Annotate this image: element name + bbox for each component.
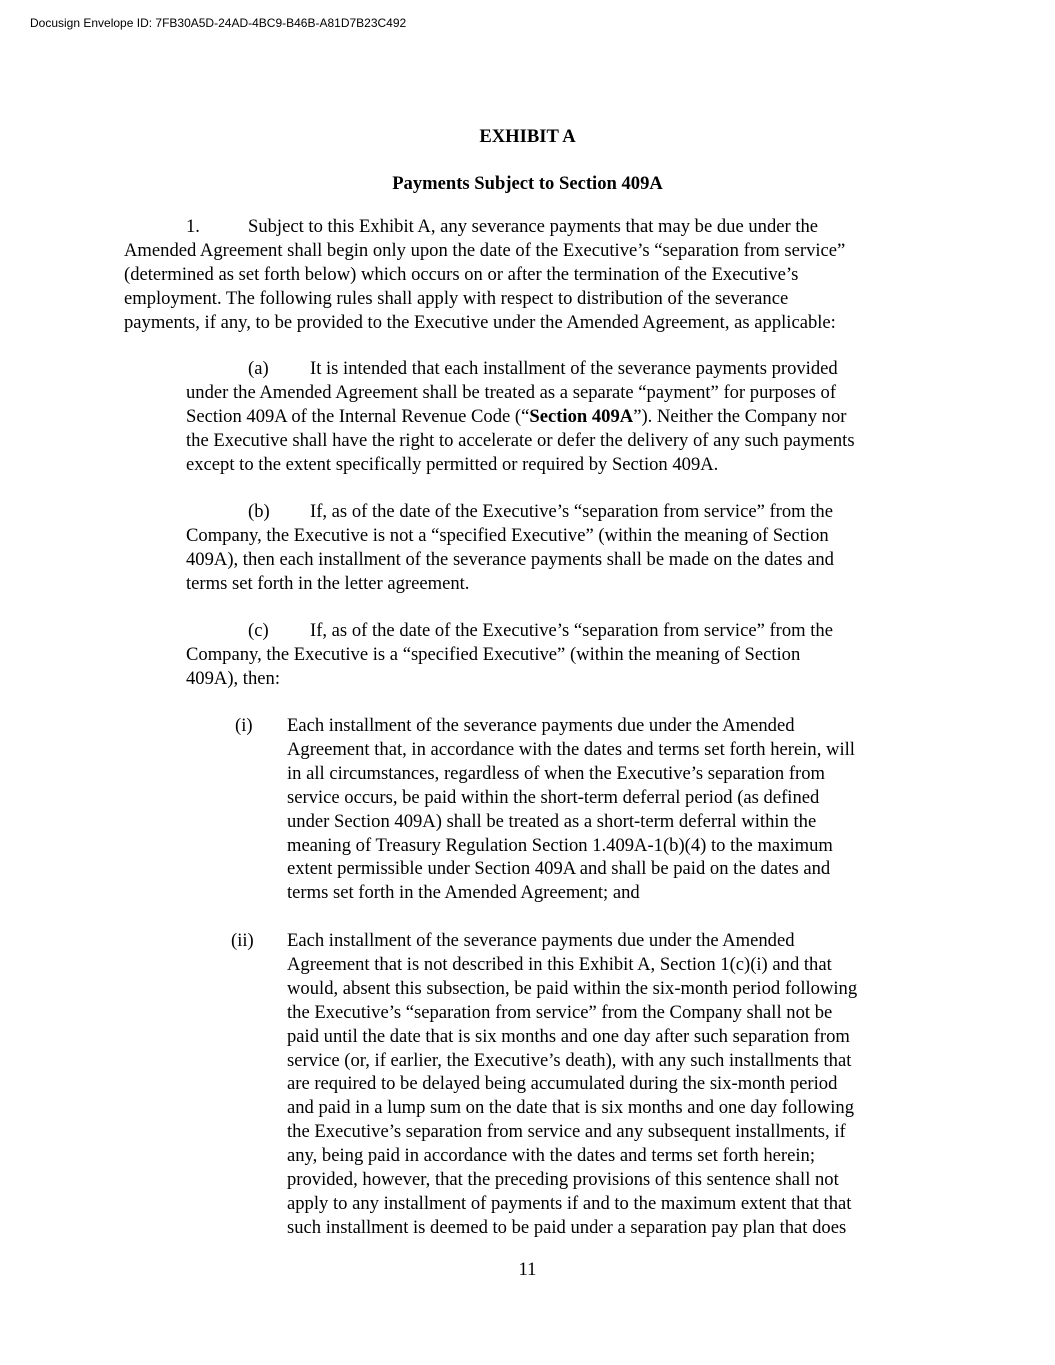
item-c-i-line-1: Each installment of the severance payments due under the Amended	[287, 715, 795, 736]
item-a	[186, 357, 855, 477]
item-c-line-2: Company, the Executive is a “specified Executive” (within the meaning of Section	[186, 643, 801, 665]
item-c-marker: (c)	[248, 620, 269, 641]
item-a-line-1: (a) It is intended that each installment of the severance payments provided	[248, 358, 838, 379]
item-b-line-4: terms set forth in the letter agreement.	[186, 572, 470, 594]
section-1-line-5: payments, if any, to be provided to the Executive under the Amended Agreement, as applicable:	[124, 311, 836, 333]
item-c-ii-line-2: Agreement that is not described in this Exhibit A, Section 1(c)(i) and that	[287, 953, 832, 975]
exhibit-subtitle: Payments Subject to Section 409A	[392, 173, 663, 194]
section-1-line-4: employment. The following rules shall apply with respect to distribution of the severance	[124, 287, 789, 309]
item-a-line-4: the Executive shall have the right to accelerate or defer the delivery of any such payments	[186, 429, 855, 451]
item-c-i-line-2: Agreement that, in accordance with the dates and terms set forth herein, will	[287, 738, 855, 760]
item-c-ii-line-8: and paid in a lump sum on the date that is six months and one day following	[287, 1097, 855, 1119]
item-a-line-2: under the Amended Agreement shall be treated as a separate “payment” for purposes of	[186, 381, 837, 403]
item-a-line-3: Section 409A of the Internal Revenue Code (“Section 409A”). Neither the Company nor	[186, 405, 847, 427]
item-c-ii-line-13: such installment is deemed to be paid under a separation pay plan that does	[287, 1216, 847, 1238]
item-c-ii-line-3: would, absent this subsection, be paid within the six-month period following	[287, 977, 858, 999]
item-c-i	[287, 714, 855, 905]
item-c-ii-line-1: Each installment of the severance payments due under the Amended	[287, 930, 795, 951]
item-c-i-line-8: terms set forth in the Amended Agreement; and	[287, 882, 640, 904]
section-1-number: 1.	[186, 216, 200, 237]
item-b-line-2: Company, the Executive is not a “specified Executive” (within the meaning of Section	[186, 524, 829, 546]
item-b-marker: (b)	[248, 501, 270, 522]
item-c-ii-line-9: the Executive’s separation from service and any subsequent installments, if	[287, 1121, 846, 1143]
item-c-ii-line-10: any, being paid in accordance with the dates and terms set forth herein;	[287, 1145, 816, 1167]
item-c	[186, 619, 833, 691]
item-c-ii-marker: (ii)	[231, 930, 254, 951]
item-b	[186, 500, 834, 596]
item-c-ii-line-6: service (or, if earlier, the Executive’s death), with any such installments that	[287, 1049, 852, 1071]
docusign-envelope-id: Docusign Envelope ID: 7FB30A5D-24AD-4BC9-B46B-A81D7B23C492	[30, 16, 407, 30]
item-c-line-1: (c) If, as of the date of the Executive’s “separation from service” from the	[248, 620, 833, 641]
section-1-line-3: (determined as set forth below) which occurs on or after the termination of the Executive’s	[124, 263, 799, 285]
item-c-line-3: 409A), then:	[186, 667, 280, 689]
item-c-i-line-7: extent permissible under Section 409A and shall be paid on the dates and	[287, 858, 831, 880]
item-c-ii-line-7: are required to be delayed being accumulated during the six-month period	[287, 1073, 838, 1095]
section-1-line-2: Amended Agreement shall begin only upon the date of the Executive’s “separation from service”	[124, 239, 846, 261]
item-c-ii-line-5: paid until the date that is six months and one day after such separation from	[287, 1025, 850, 1047]
item-b-line-3: 409A), then each installment of the severance payments shall be made on the dates and	[186, 548, 834, 570]
item-c-i-line-4: service occurs, be paid within the short-term deferral period (as defined	[287, 786, 820, 808]
item-c-i-line-3: in all circumstances, regardless of when the Executive’s separation from	[287, 762, 825, 784]
item-c-ii-line-12: apply to any installment of payments if and to the maximum extent that that	[287, 1192, 852, 1214]
section-1-line-1: 1. Subject to this Exhibit A, any severance payments that may be due under the	[186, 216, 819, 237]
item-c-i-line-6: meaning of Treasury Regulation Section 1.409A-1(b)(4) to the maximum	[287, 834, 833, 856]
page-number: 11	[518, 1259, 537, 1280]
item-a-marker: (a)	[248, 358, 269, 379]
section-1	[124, 215, 845, 335]
exhibit-title: EXHIBIT A	[479, 126, 576, 147]
item-c-i-marker: (i)	[235, 715, 253, 736]
item-c-ii	[287, 929, 857, 1240]
item-b-line-1: (b) If, as of the date of the Executive’s “separation from service” from the	[248, 501, 833, 522]
item-c-ii-line-4: the Executive’s “separation from service” from the Company shall not be	[287, 1001, 833, 1023]
item-c-ii-line-11: provided, however, that the preceding provisions of this sentence shall not	[287, 1169, 839, 1191]
item-c-i-line-5: under Section 409A) shall be treated as a short-term deferral within the	[287, 810, 817, 832]
defined-term-section-409a: Section 409A	[529, 405, 634, 427]
item-a-line-5: except to the extent specifically permitted or required by Section 409A.	[186, 453, 719, 475]
